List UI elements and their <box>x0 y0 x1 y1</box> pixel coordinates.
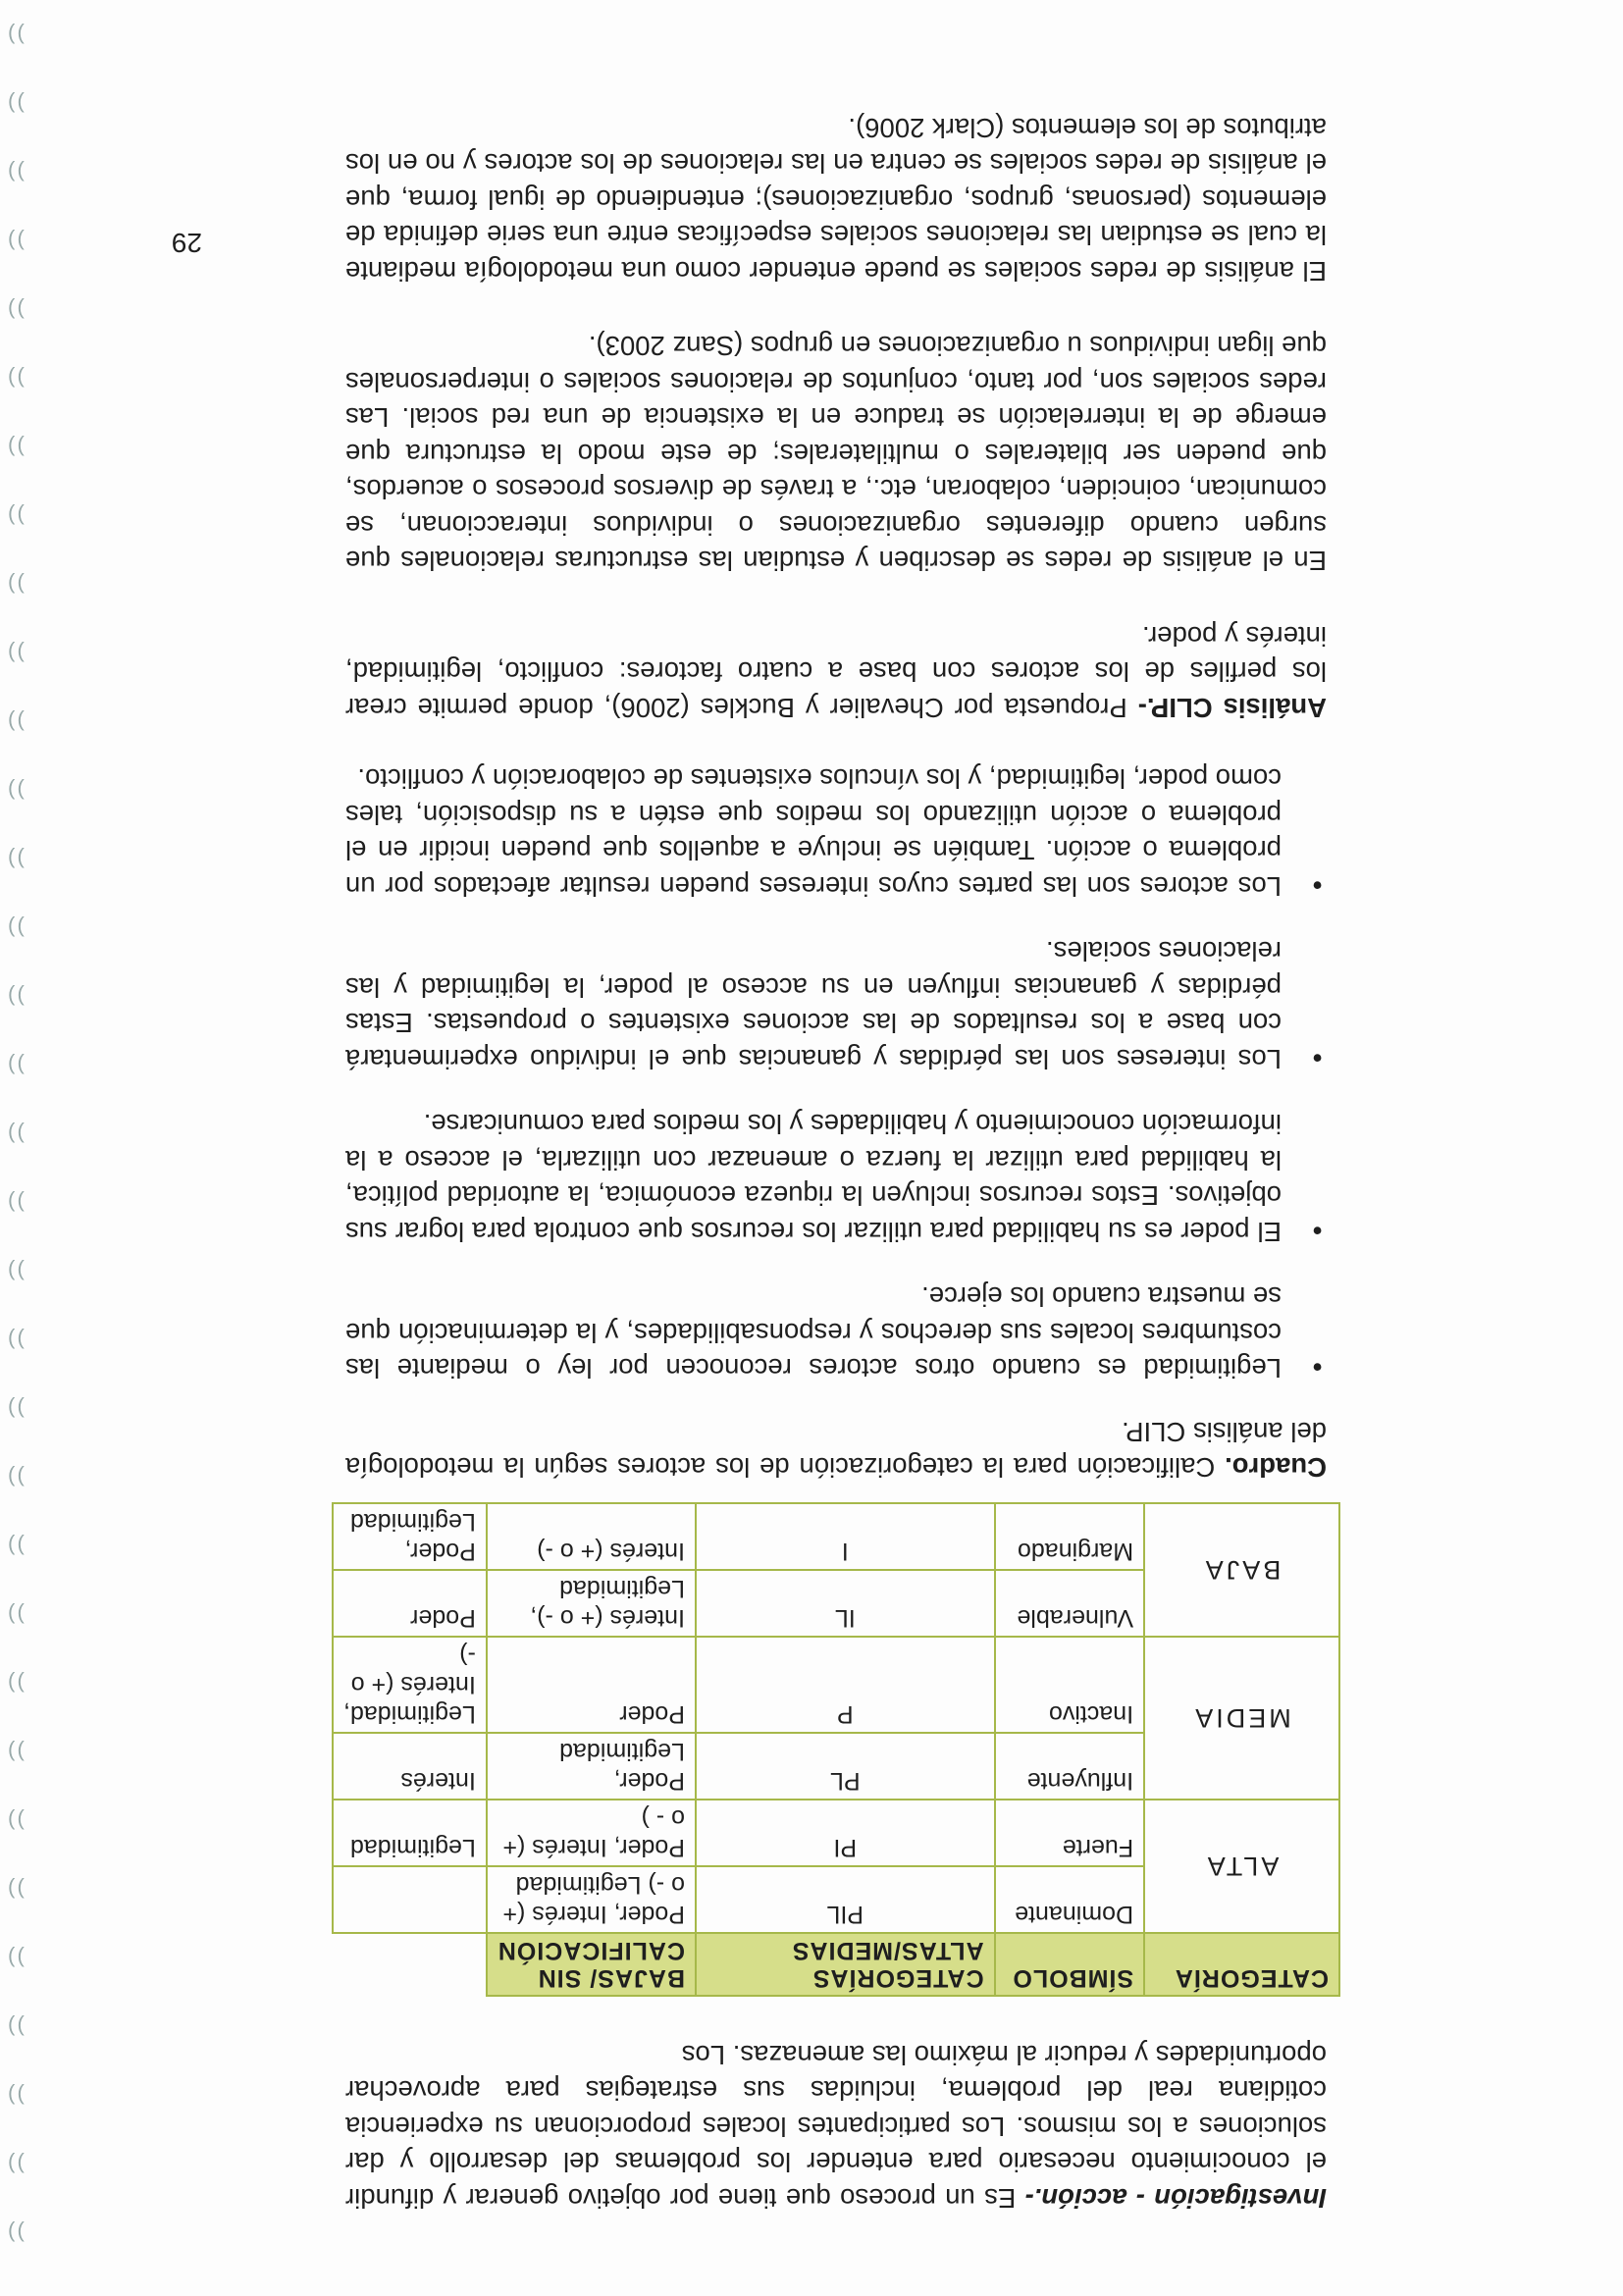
investigacion-accion-paragraph <box>345 2037 1327 2217</box>
list-item: ● El poder es su habilidad para utilizar los recursos que controla para lograr sus objetivos. Estos recursos incluyen la riqueza económica, la autoridad política, la habilidad para utilizar la fuerza o amenazar con utilizarla, el acceso a la información conocimiento y habilidades y los medios para comunicarse. <box>345 1106 1327 1249</box>
table-header: CATEGORÍAS ALTAS/MEDIAS <box>696 1934 995 1997</box>
low-attributes: Poder <box>333 1571 487 1638</box>
clip-factors-list <box>345 760 1327 1386</box>
high-attributes: Poder <box>487 1638 696 1734</box>
category-name: Vulnerable <box>995 1571 1144 1638</box>
category-group: BAJA <box>1144 1504 1339 1638</box>
table-header: CATEGORÍA <box>1144 1934 1339 1997</box>
table-caption <box>345 1414 1327 1486</box>
high-attributes: Poder, Legitimidad <box>487 1734 696 1800</box>
category-symbol: P <box>696 1638 995 1734</box>
category-symbol: I <box>696 1504 995 1571</box>
page-content <box>345 71 1327 2296</box>
category-symbol: PIL <box>696 1867 995 1934</box>
high-attributes: Interés (+ o -) <box>487 1504 696 1571</box>
high-attributes: Poder, Interés (+ o - ) <box>487 1800 696 1867</box>
category-group: ALTA <box>1144 1800 1339 1934</box>
social-network-paragraph: El análisis de redes sociales se puede entender como una metodología mediante la cual se estudian las relaciones sociales específicas entre una serie definida de elementos (personas, grupos, organizaciones); entendiendo de igual forma, que el análisis de redes sociales se centra en las relaciones de los actores y no en los atributos de los elementos (Clark 2006). <box>345 113 1327 287</box>
category-name: Influyente <box>995 1734 1144 1800</box>
low-attributes: Legitimidad, Interés (+ o -) <box>333 1638 487 1734</box>
term-heading: Investigación - acción.- <box>1024 2183 1327 2214</box>
network-analysis-paragraph: En el análisis de redes se describen y estudian las estructuras relacionales que surgen cuando diferentes organizaciones o individuos interaccionan, se comunican, coinciden, colaboran, etc., a través de diversos procesos o acuerdos, que pueden ser bilaterales o multilaterales; de este modo la estructura que emerge de la interrelación se traduce en la existencia de una red social. Las redes sociales son, por tanto, conjuntos de relaciones sociales o interpersonales que ligan individuos u organizaciones en grupos (Sanz 2003). <box>345 331 1327 577</box>
table-row <box>333 1734 1339 1800</box>
category-group: MEDIA <box>1144 1638 1339 1800</box>
term-heading: Análisis CLIP.- <box>1137 693 1327 723</box>
low-attributes: Legitimidad <box>333 1800 487 1867</box>
low-attributes <box>333 1867 487 1934</box>
table-header: BAJAS/ SIN CALIFICACIÓN <box>487 1934 696 1997</box>
category-name: Marginado <box>995 1504 1144 1571</box>
paragraph-text: Propuesta por Chevalier y Buckles (2006), donde permite crear los perfiles de los actores con base a cuatro factores: conflicto, legitimidad, interés y poder. <box>345 621 1327 723</box>
low-attributes: Interés <box>333 1734 487 1800</box>
high-attributes: Interés (+ o -), Legitimidad <box>487 1571 696 1638</box>
table-header-row <box>333 1934 1339 1997</box>
low-attributes: Poder, Legitimidad <box>333 1504 487 1571</box>
table-row <box>333 1867 1339 1934</box>
category-symbol: PL <box>696 1734 995 1800</box>
table-row <box>333 1571 1339 1638</box>
list-item: ● Los intereses son las pérdidas y ganancias que el individuo experimentará con base a los resultados de las acciones existentes o propuestas. Estas pérdidas y ganancias influyen en su acceso al poder, la legitimidad y las relaciones sociales. <box>345 933 1327 1076</box>
category-name: Dominante <box>995 1867 1144 1934</box>
list-item: ● Los actores son las partes cuyos intereses pueden resultar afectados por un problema o acción. También se incluye a aquellos que pueden incidir en el problema o acción utilizando los medios que estén a su disposición, tales como poder, legitimidad, y los vínculos existentes de colaboración y conflicto. <box>345 760 1327 904</box>
paragraph-text: Es un proceso que tiene por objetivo generar y difundir el conocimiento necesario para entender los problemas del desarrollo y dar soluciones a los mismos. Los participantes locales proporcionan su experiencia cotidiana real del problema, incluidas sus estrategias para aprovechar oportunidades y reducir al máximo las amenazas. Los <box>345 2040 1327 2214</box>
clip-categories-table <box>332 1503 1340 1998</box>
category-symbol: IL <box>696 1571 995 1638</box>
caption-label: Cuadro. <box>1225 1452 1327 1484</box>
page-number: 29 <box>171 228 202 258</box>
clip-analysis-paragraph <box>345 618 1327 726</box>
category-name: Inactivo <box>995 1638 1144 1734</box>
list-item: ● Legitimidad es cuando otros actores reconocen por ley o mediante las costumbres locales sus derechos y responsabilidades, y la determinación que se muestra cuando los ejerce. <box>345 1278 1327 1386</box>
category-name: Fuerte <box>995 1800 1144 1867</box>
caption-text: Calificación para la categorización de los actores según la metodología del análisis CLIP. <box>345 1417 1327 1484</box>
category-symbol: PI <box>696 1800 995 1867</box>
table-header: SÍMBOLO <box>995 1934 1144 1997</box>
high-attributes: Poder, Interés (+ o -) Legitimidad <box>487 1867 696 1934</box>
spiral-binding: ( ( ( ( ( ( ( ( ( ( ( ( ( ( ( ( ( ( ( ( ( ( ( ( ( ( ( ( ( ( ( ( ( ( ( ( ( ( ( ( ( ( ( ( ( ( ( ( ( ( ( ( ( ( ( ( ( ( ( ( ( ( ( ( ( ( <box>8 20 23 2242</box>
